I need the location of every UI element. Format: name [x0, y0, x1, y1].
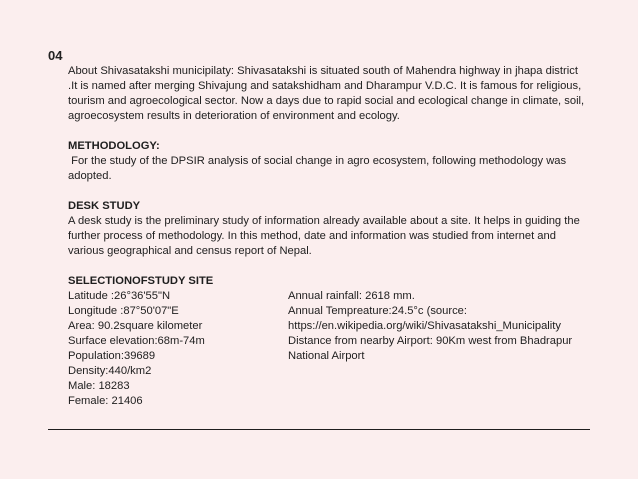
site-detail-line: Male: 18283 — [68, 380, 130, 392]
site-detail-line: Density:440/km2 — [68, 365, 152, 377]
methodology-heading: METHODOLOGY: — [68, 140, 160, 152]
site-detail-line: Population:39689 — [68, 350, 156, 362]
study-site-right-column — [288, 289, 588, 364]
study-site-left-column — [68, 289, 283, 409]
study-site-heading: SELECTIONOFSTUDY SITE — [68, 275, 214, 287]
desk-study-text: A desk study is the preliminary study of information already available about a site. It helps in guiding the further process of methodology. In this method, date and information was studied from internet and various geographical and census report of Nepal. — [68, 215, 580, 257]
slide-number: 04 — [48, 48, 63, 63]
site-detail-line: Area: 90.2square kilometer — [68, 320, 203, 332]
desk-study-heading: DESK STUDY — [68, 200, 141, 212]
site-detail-line: Latitude :26°36'55"N — [68, 290, 171, 302]
footer-divider — [48, 429, 590, 430]
site-detail-line: Annual Tempreature:24.5°c (source: https://en.wikipedia.org/wiki/Shivasatakshi_Municipality — [288, 305, 561, 332]
site-detail-line: Annual rainfall: 2618 mm. — [288, 290, 415, 302]
site-detail-line: Distance from nearby Airport: 90Km west from Bhadrapur National Airport — [288, 335, 573, 362]
site-detail-line: Female: 21406 — [68, 395, 143, 407]
site-detail-line: Surface elevation:68m-74m — [68, 335, 205, 347]
site-detail-line: Longitude :87°50'07"E — [68, 305, 179, 317]
about-paragraph: About Shivasatakshi municipilaty: Shivasatakshi is situated south of Mahendra highway in jhapa district .It is named after merging Shivajung and satakshidham and Dharampur V.D.C. It is famous for religious, tourism and agroecological sector. Now a days due to rapid social and ecological change in climate, soil, agroecosystem results in deterioration of environment and ecology. — [68, 65, 585, 122]
methodology-text: For the study of the DPSIR analysis of social change in agro ecosystem, following methodology was adopted. — [68, 155, 570, 182]
main-content — [68, 64, 588, 407]
